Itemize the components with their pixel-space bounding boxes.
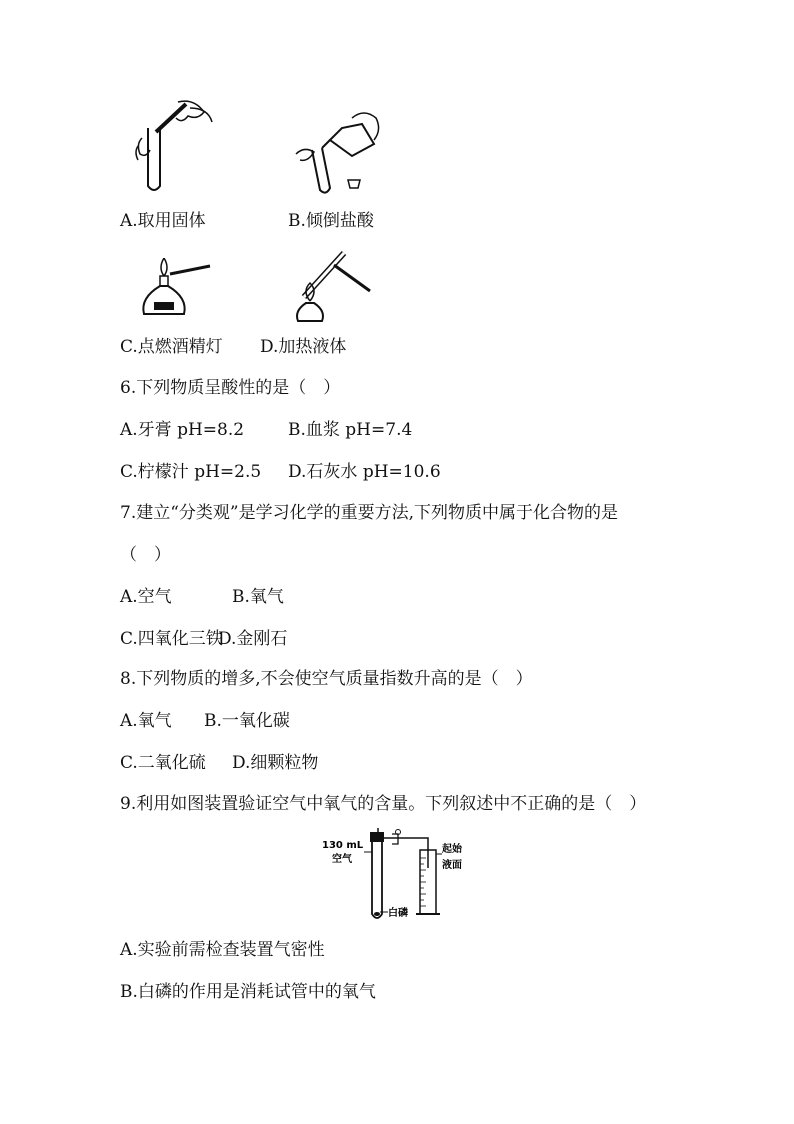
label-phosphorus: 白磷 [388,908,408,919]
q7-option-c: C.四氧化三铁 [120,629,223,649]
q6-option-b: B.血浆 pH=7.4 [288,420,413,440]
figure-pouring-acid [290,110,390,200]
q7-option-b: B.氧气 [232,587,284,607]
q9-stem: 9.利用如图装置验证空气中氧气的含量。下列叙述中不正确的是（ ） [120,794,647,814]
figure-lighting-alcohol-lamp [136,258,216,322]
q7-stem-line2: （ ） [120,545,171,565]
q8-option-d: D.细颗粒物 [232,753,319,773]
q6-option-d: D.石灰水 pH=10.6 [288,462,441,482]
q9-option-b: B.白磷的作用是消耗试管中的氧气 [120,982,376,1002]
figure-taking-solid [128,98,218,198]
q7-option-a: A.空气 [120,587,172,607]
q8-option-b: B.一氧化碳 [204,711,290,731]
q8-option-a: A.氧气 [120,711,172,731]
q5-option-b: B.倾倒盐酸 [288,211,374,231]
label-air: 空气 [332,854,352,865]
q8-stem: 8.下列物质的增多,不会使空气质量指数升高的是（ ） [120,669,533,689]
label-start-level-1: 起始 [442,844,462,855]
q5-option-c: C.点燃酒精灯 [120,337,223,357]
q7-option-d: D.金刚石 [218,629,288,649]
q5-option-d: D.加热液体 [260,337,347,357]
label-volume: 130 mL [322,840,364,851]
q9-option-a: A.实验前需检查装置气密性 [120,940,325,960]
q8-option-c: C.二氧化硫 [120,753,206,773]
q6-option-a: A.牙膏 pH=8.2 [120,420,245,440]
q6-option-c: C.柠檬汁 pH=2.5 [120,462,262,482]
figure-oxygen-apparatus [318,828,478,924]
q5-option-a: A.取用固体 [120,211,206,231]
q7-stem-line1: 7.建立“分类观”是学习化学的重要方法,下列物质中属于化合物的是 [120,503,619,523]
q6-stem: 6.下列物质呈酸性的是（ ） [120,378,341,398]
label-start-level-2: 液面 [442,860,462,871]
figure-heating-liquid [290,245,380,325]
